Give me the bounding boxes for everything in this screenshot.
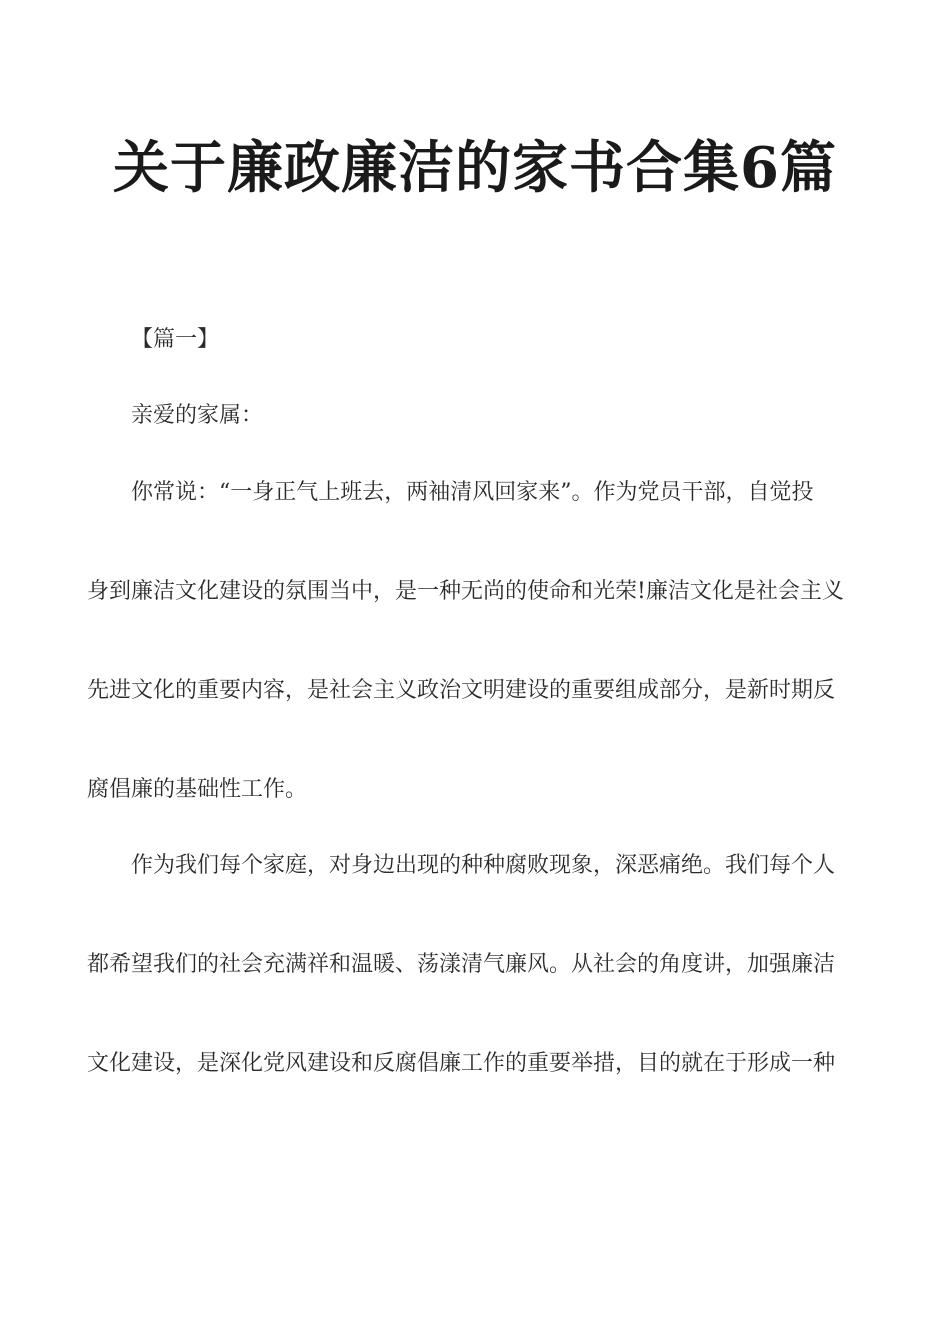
paragraph-line: 身到廉洁文化建设的氛围当中，是一种无尚的使命和光荣!廉洁文化是社会主义 — [87, 579, 844, 604]
paragraph-line: 都希望我们的社会充满祥和温暖、荡漾清气廉风。从社会的角度讲，加强廉洁 — [87, 952, 836, 977]
section-heading: 【篇一】 — [131, 327, 220, 352]
salutation: 亲爱的家属： — [131, 403, 264, 428]
paragraph-line: 腐倡廉的基础性工作。 — [87, 777, 308, 802]
paragraph-line: 你常说：“一身正气上班去，两袖清风回家来”。作为党员干部，自觉投 — [131, 480, 814, 505]
paragraph-line: 先进文化的重要内容，是社会主义政治文明建设的重要组成部分，是新时期反 — [87, 678, 836, 703]
paragraph-line: 作为我们每个家庭，对身边出现的种种腐败现象，深恶痛绝。我们每个人 — [131, 853, 836, 878]
paragraph-line: 文化建设，是深化党风建设和反腐倡廉工作的重要举措，目的就在于形成一种 — [87, 1051, 836, 1076]
document-title: 关于廉政廉洁的家书合集6篇 — [113, 135, 837, 201]
